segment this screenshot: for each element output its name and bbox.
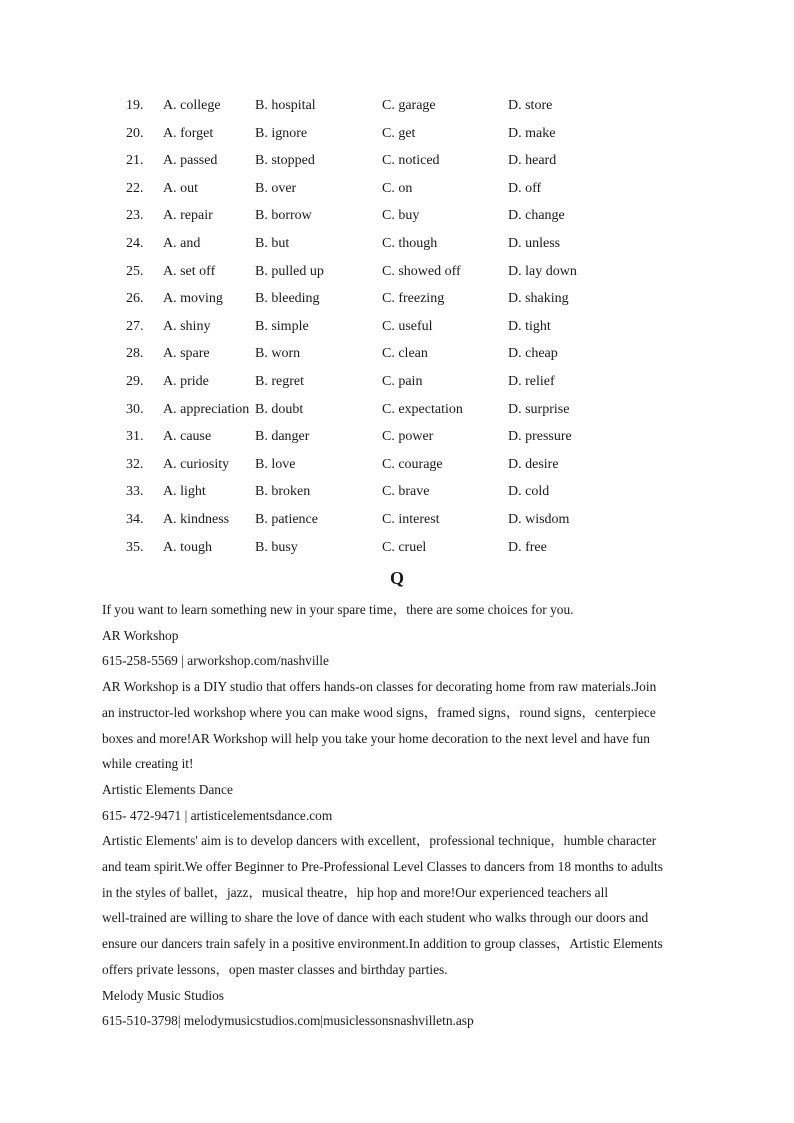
music-studio-title: Melody Music Studios — [102, 987, 225, 1003]
option-a: A. college — [163, 98, 221, 113]
dance-studio-description-line: and team spirit.We offer Beginner to Pre-Professional Level Classes to dancers from 18 months to adults — [102, 859, 663, 875]
option-a: A. out — [163, 180, 198, 196]
question-number: 32. — [126, 456, 144, 472]
ar-workshop-description-line: boxes and more!AR Workshop will help you take your home decoration to the next level and have fun — [102, 730, 650, 746]
option-b: B. stopped — [255, 153, 315, 169]
question-number: 24. — [126, 235, 144, 251]
ar-workshop-title: AR Workshop — [102, 627, 179, 643]
section-heading: Q — [389, 568, 404, 588]
option-d: D. cheap — [508, 346, 558, 362]
option-d: D. change — [508, 208, 565, 224]
option-a: A. curiosity — [163, 456, 230, 472]
question-number: 25. — [126, 263, 144, 279]
question-number: 34. — [126, 511, 144, 527]
question-number: 35. — [126, 539, 144, 555]
option-a: A. repair — [163, 208, 213, 224]
option-c: C. brave — [382, 484, 430, 500]
question-number: 20. — [126, 125, 144, 141]
dance-studio-contact: 615- 472-9471 | artisticelementsdance.com — [102, 807, 333, 823]
option-b: B. pulled up — [255, 263, 324, 279]
option-b: B. simple — [255, 318, 309, 334]
option-d: D. relief — [508, 373, 555, 389]
option-d: D. desire — [508, 456, 559, 472]
question-row — [0, 478, 794, 506]
option-b: B. borrow — [255, 208, 312, 224]
option-c: C. useful — [382, 318, 433, 334]
option-c: C. garage — [382, 98, 436, 113]
option-c: C. noticed — [382, 153, 440, 169]
option-c: C. clean — [382, 346, 428, 362]
dance-studio-description-line: in the styles of ballet，jazz，musical theatre，hip hop and more!Our experienced teachers all — [102, 884, 609, 900]
option-c: C. interest — [382, 511, 440, 527]
option-b: B. doubt — [255, 401, 304, 417]
question-number: 31. — [126, 429, 144, 445]
option-b: B. over — [255, 180, 297, 196]
question-number: 22. — [126, 180, 144, 196]
option-b: B. busy — [255, 539, 298, 555]
question-number: 30. — [126, 401, 144, 417]
option-b: B. regret — [255, 373, 304, 389]
option-a: A. appreciation — [163, 401, 250, 417]
ar-workshop-description-line: AR Workshop is a DIY studio that offers hands-on classes for decorating home from raw materials.Join — [102, 679, 657, 695]
question-row — [0, 230, 794, 258]
dance-studio-description-line: offers private lessons，open master classes and birthday parties. — [102, 961, 448, 977]
question-row — [0, 451, 794, 479]
option-d: D. lay down — [508, 263, 577, 279]
question-number: 26. — [126, 291, 144, 307]
dance-studio-title: Artistic Elements Dance — [102, 781, 233, 797]
answer-options-list — [0, 92, 794, 561]
question-row — [0, 423, 794, 451]
question-number: 28. — [126, 346, 144, 362]
option-b: B. but — [255, 235, 290, 251]
option-d: D. unless — [508, 235, 561, 251]
reading-passage — [102, 597, 702, 1034]
option-c: C. buy — [382, 208, 420, 224]
option-a: A. kindness — [163, 511, 230, 527]
option-c: C. though — [382, 235, 438, 251]
question-row — [0, 396, 794, 424]
question-row — [0, 147, 794, 175]
option-b: B. danger — [255, 429, 310, 445]
option-c: C. showed off — [382, 263, 461, 279]
option-b: B. ignore — [255, 125, 308, 141]
option-d: D. wisdom — [508, 511, 570, 527]
option-c: C. courage — [382, 456, 443, 472]
dance-studio-description-line: Artistic Elements' aim is to develop dancers with excellent，professional technique，humble character — [102, 833, 657, 849]
option-c: C. power — [382, 429, 434, 445]
question-row — [0, 175, 794, 203]
question-number: 23. — [126, 208, 144, 224]
option-d: D. tight — [508, 318, 551, 334]
ar-workshop-contact: 615-258-5569 | arworkshop.com/nashville — [102, 653, 329, 669]
option-d: D. shaking — [508, 291, 569, 307]
option-b: B. bleeding — [255, 291, 320, 307]
dance-studio-description-line: ensure our dancers train safely in a positive environment.In addition to group classes，Artistic Elements — [102, 936, 663, 952]
option-b: B. worn — [255, 346, 301, 362]
option-a: A. set off — [163, 263, 216, 279]
ar-workshop-description-line: while creating it! — [102, 756, 194, 772]
question-row — [0, 313, 794, 341]
option-d: D. pressure — [508, 429, 572, 445]
question-row — [0, 258, 794, 286]
music-studio-contact: 615-510-3798| melodymusicstudios.com|musiclessonsnashvilletn.asp — [102, 1013, 474, 1029]
option-d: D. cold — [508, 484, 550, 500]
question-number: 19. — [126, 98, 144, 113]
question-row — [0, 534, 794, 562]
passage-intro: If you want to learn something new in your spare time，there are some choices for you. — [102, 602, 574, 617]
dance-studio-description-line: well-trained are willing to share the love of dance with each student who walks through our doors and — [102, 910, 649, 926]
option-a: A. passed — [163, 153, 218, 169]
ar-workshop-description-line: an instructor-led workshop where you can make wood signs，framed signs，round signs，centerpiece — [102, 704, 656, 720]
question-row — [0, 285, 794, 313]
option-c: C. freezing — [382, 291, 445, 307]
question-row — [0, 340, 794, 368]
option-a: A. tough — [163, 539, 212, 555]
option-c: C. cruel — [382, 539, 427, 555]
option-b: B. patience — [255, 511, 318, 527]
option-c: C. pain — [382, 373, 423, 389]
question-row — [0, 92, 794, 120]
question-row — [0, 506, 794, 534]
option-b: B. hospital — [255, 98, 316, 113]
option-d: D. store — [508, 98, 553, 113]
option-b: B. love — [255, 456, 296, 472]
question-number: 33. — [126, 484, 144, 500]
option-d: D. free — [508, 539, 547, 555]
option-c: C. on — [382, 180, 413, 196]
question-number: 27. — [126, 318, 144, 334]
question-number: 21. — [126, 153, 144, 169]
question-row — [0, 202, 794, 230]
option-d: D. make — [508, 125, 556, 141]
option-a: A. cause — [163, 429, 212, 445]
option-d: D. surprise — [508, 401, 570, 417]
option-c: C. expectation — [382, 401, 463, 417]
option-a: A. moving — [163, 291, 223, 307]
option-d: D. heard — [508, 153, 557, 169]
question-row — [0, 120, 794, 148]
option-a: A. pride — [163, 373, 209, 389]
question-row — [0, 368, 794, 396]
option-a: A. forget — [163, 125, 214, 141]
option-d: D. off — [508, 180, 542, 196]
option-a: A. and — [163, 235, 201, 251]
question-number: 29. — [126, 373, 144, 389]
option-b: B. broken — [255, 484, 311, 500]
option-a: A. spare — [163, 346, 210, 362]
option-c: C. get — [382, 125, 416, 141]
option-a: A. light — [163, 484, 206, 500]
option-a: A. shiny — [163, 318, 211, 334]
